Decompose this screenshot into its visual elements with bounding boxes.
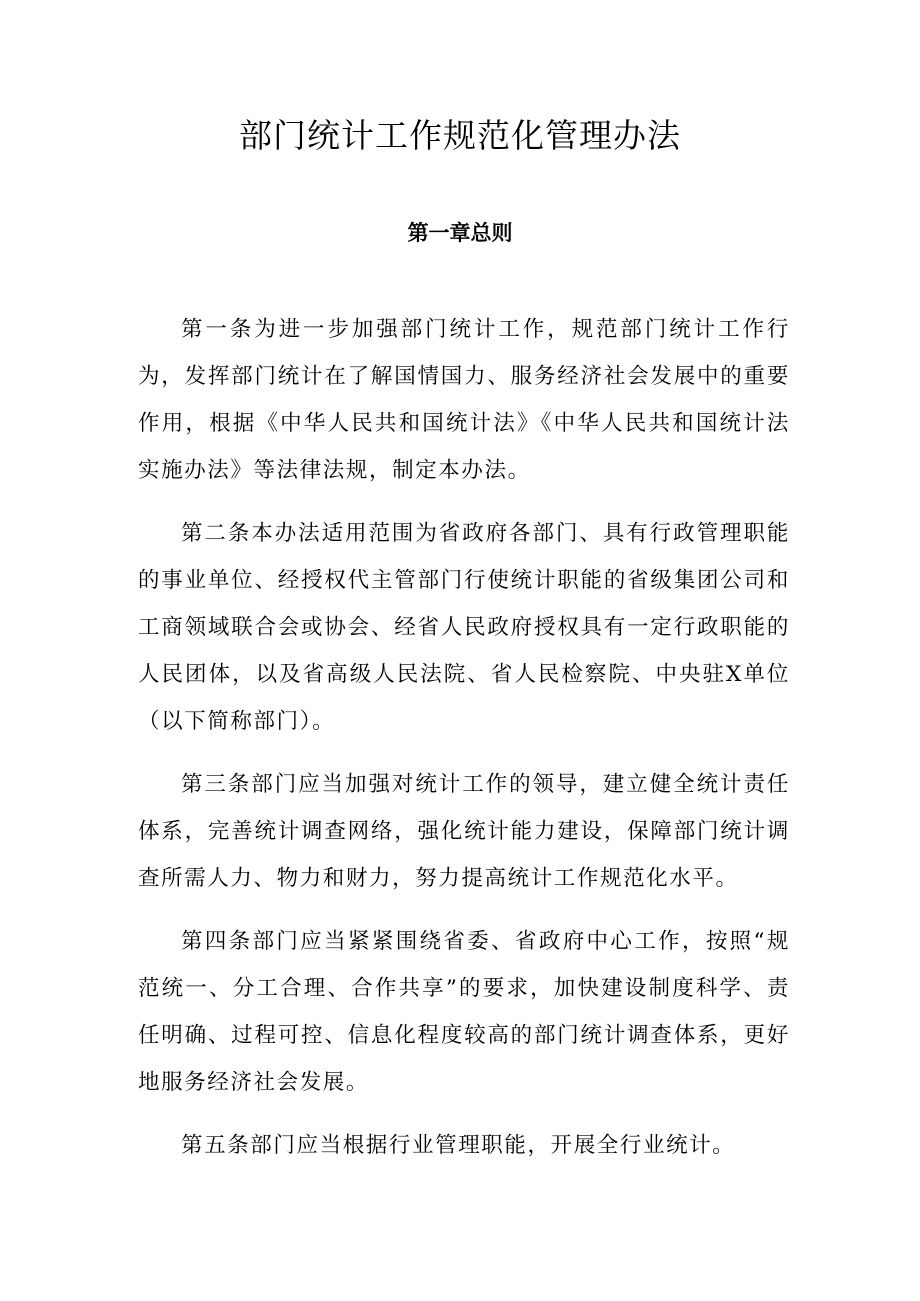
article-1-paragraph: 第一条为进一步加强部门统计工作，规范部门统计工作行为，发挥部门统计在了解国情国力、服务经济社会发展中的重要作用，根据《中华人民共和国统计法》《中华人民共和国统计法实施办法》等法律法规，制定本办法。: [138, 317, 790, 483]
article-4-paragraph: 第四条部门应当紧紧围绕省委、省政府中心工作，按照“规范统一、分工合理、合作共享”的要求，加快建设制度科学、责任明确、过程可控、信息化程度较高的部门统计调查体系，更好地服务经济社会发展。: [138, 929, 790, 1095]
article-3-paragraph: 第三条部门应当加强对统计工作的领导，建立健全统计责任体系，完善统计调查网络，强化统计能力建设，保障部门统计调查所需人力、物力和财力，努力提高统计工作规范化水平。: [138, 772, 790, 891]
document-body: [138, 306, 790, 1185]
article-5-paragraph: 第五条部门应当根据行业管理职能，开展全行业统计。: [181, 1133, 736, 1158]
article-2-paragraph: 第二条本办法适用范围为省政府各部门、具有行政管理职能的事业单位、经授权代主管部门行使统计职能的省级集团公司和工商领域联合会或协会、经省人民政府授权具有一定行政职能的人民团体，以及省高级人民法院、省人民检察院、中央驻X单位（以下简称部门）。: [138, 521, 790, 734]
chapter-heading: 第一章总则: [407, 220, 513, 245]
document-title: 部门统计工作规范化管理办法: [239, 116, 681, 155]
